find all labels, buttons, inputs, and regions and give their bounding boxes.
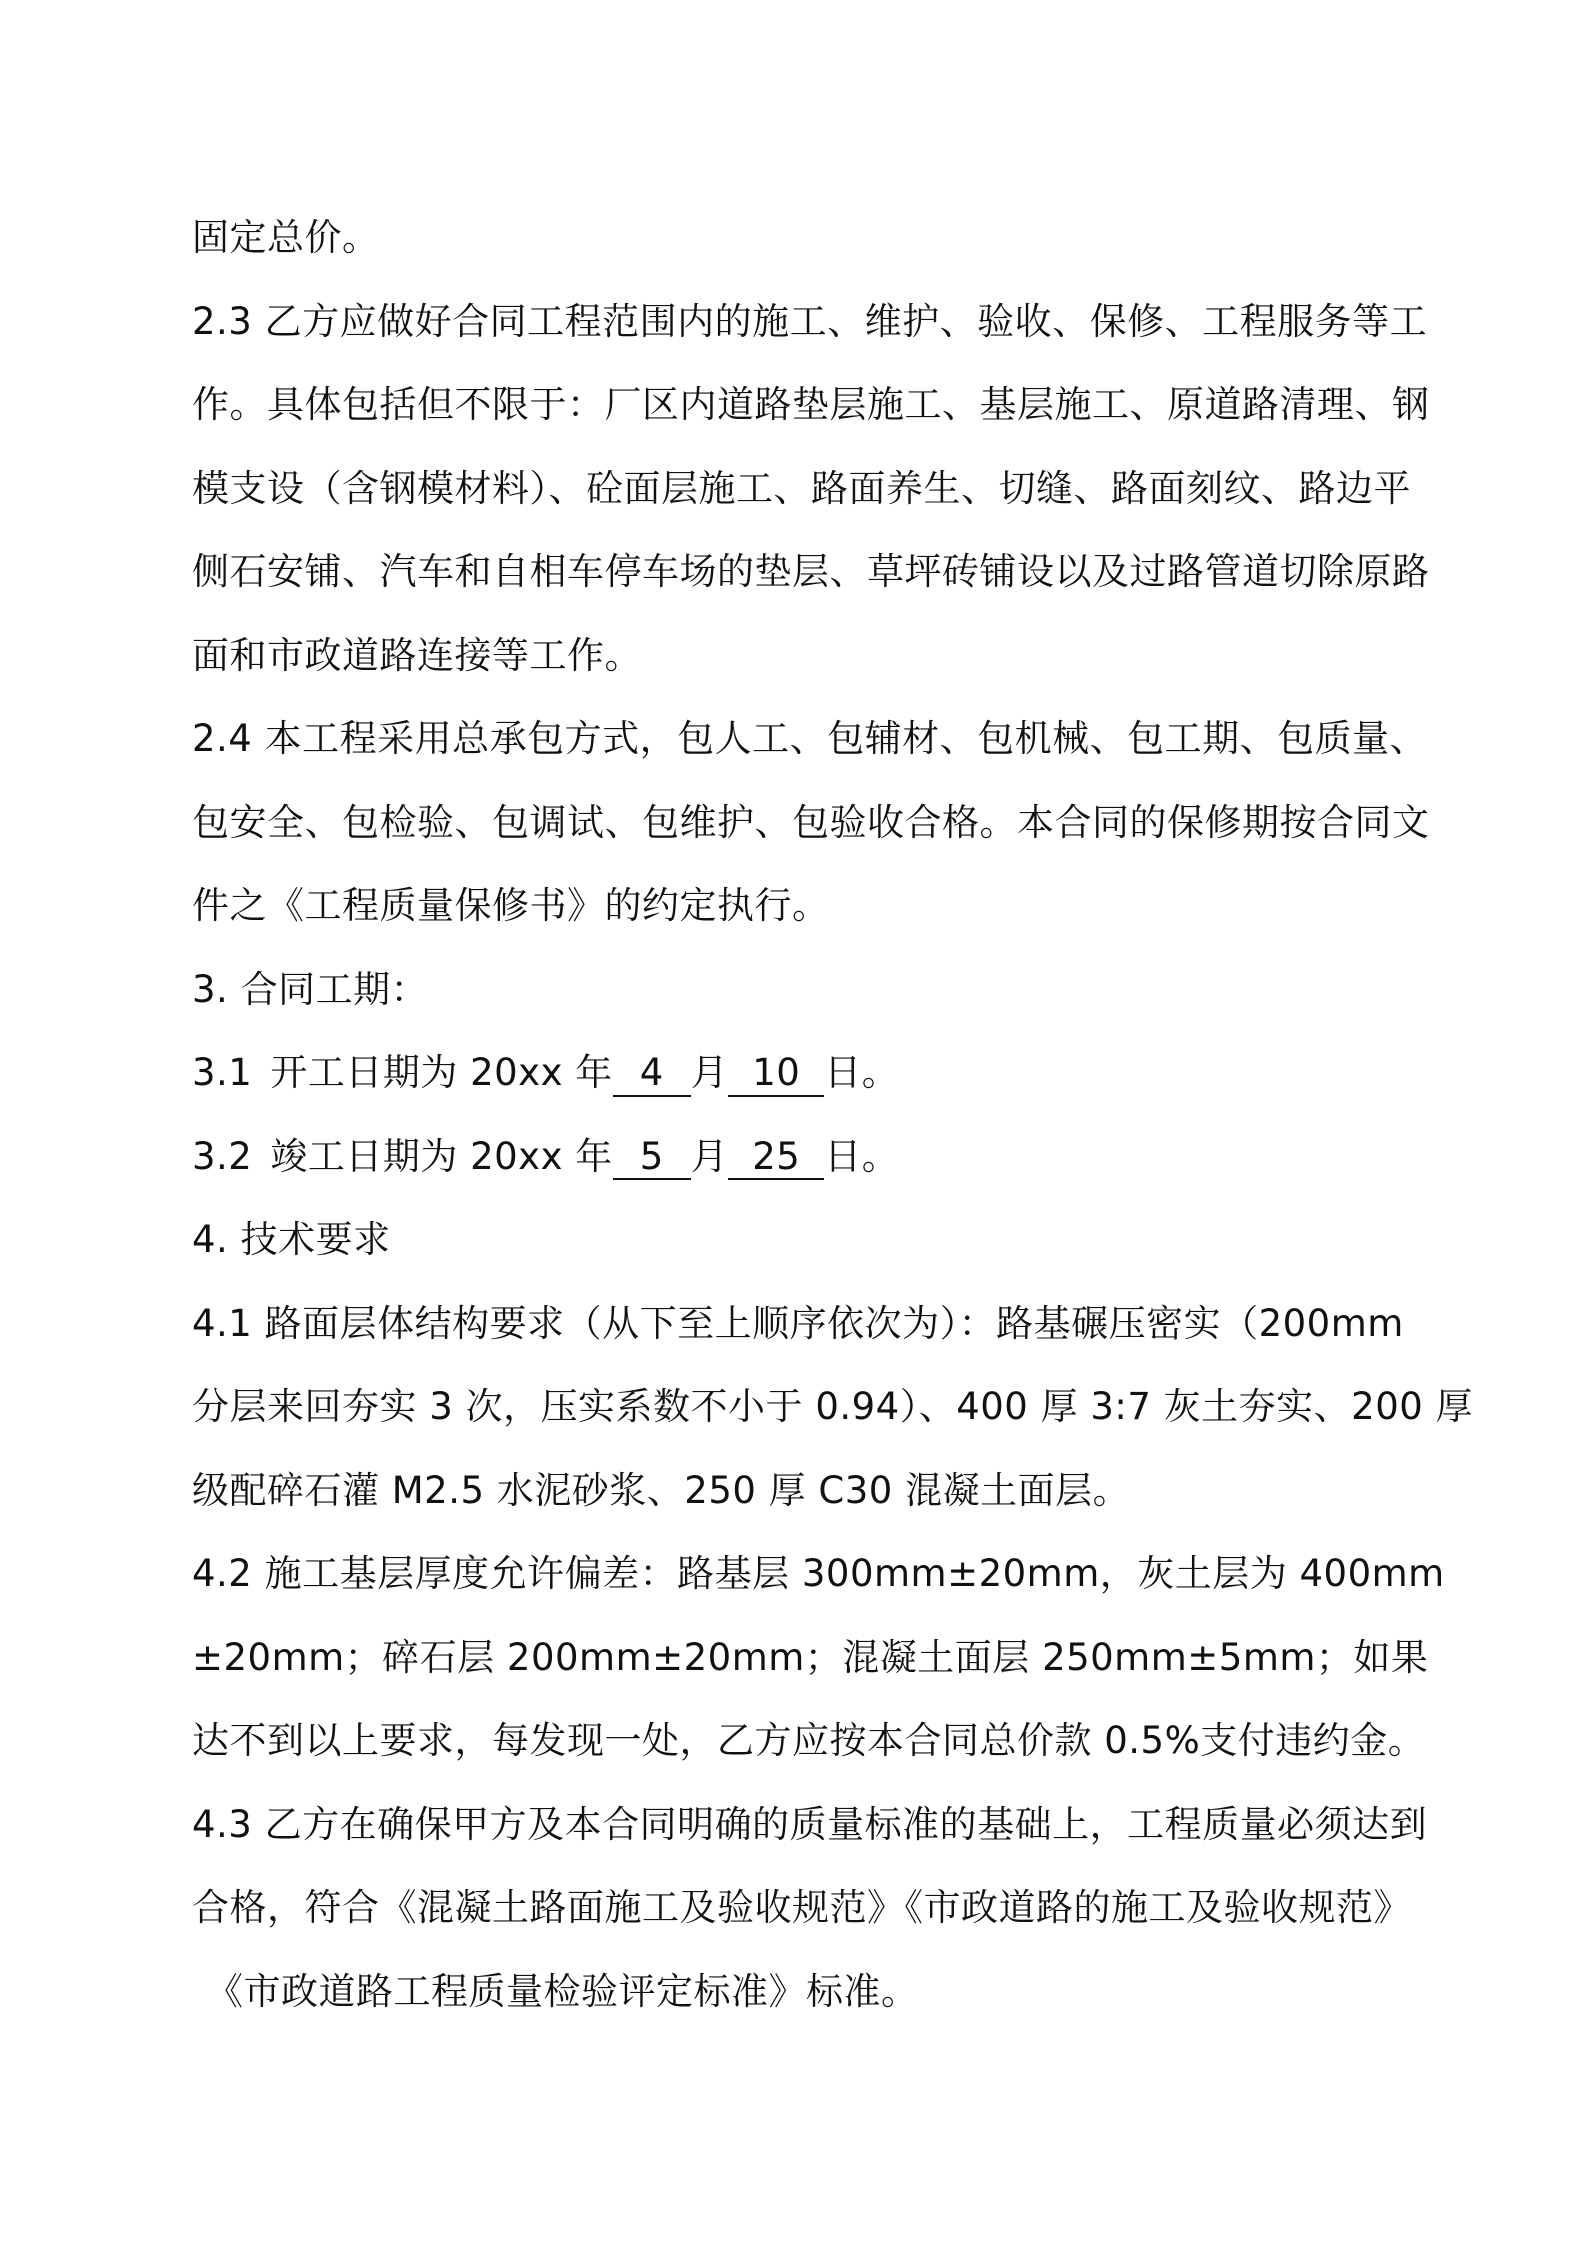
month-blank: 4: [613, 1052, 691, 1097]
section-4-heading: 4. 技术要求: [192, 1218, 391, 1261]
clause-3-2-end-date: [192, 1115, 1418, 1199]
clause-2-3-line-5: 面和市政道路连接等工作。: [192, 633, 642, 677]
day-blank: 25: [728, 1136, 824, 1181]
clause-number: 3.2: [192, 1134, 253, 1178]
clause-2-4-line-2: 包安全、包检验、包调试、包维护、包验收合格。本合同的保修期按合同文: [192, 800, 1430, 844]
clause-number: 3.1: [192, 1051, 253, 1094]
day-unit: 日。: [824, 1134, 900, 1178]
clause-4-1-line-3: 级配碎石灌 M2.5 水泥砂浆、250 厚 C30 混凝土面层。: [192, 1468, 1131, 1512]
clause-3-1-start-date: [192, 1031, 1418, 1115]
clause-2-3-line-3: 模支设（含钢模材料）、砼面层施工、路面养生、切缝、路面刻纹、路边平: [192, 466, 1411, 510]
month-blank: 5: [613, 1136, 691, 1181]
clause-4-2-line-1: 4.2 施工基层厚度允许偏差：路基层 300mm±20mm，灰土层为 400mm: [192, 1552, 1445, 1595]
month-unit: 月: [690, 1051, 729, 1094]
clause-4-1-line-2: 分层来回夯实 3 次，压实系数不小于 0.94）、400 厚 3:7 灰土夯实、200 厚: [192, 1385, 1474, 1428]
month-unit: 月: [690, 1134, 729, 1178]
clause-4-3-line-2: 合格，符合《混凝土路面施工及验收规范》《市政道路的施工及验收规范》: [192, 1886, 1411, 1929]
clause-2-4-line-3: 件之《工程质量保修书》的约定执行。: [192, 884, 830, 927]
text-line: 固定总价。: [192, 216, 380, 259]
clause-2-3-line-2: 作。具体包括但不限于：厂区内道路垫层施工、基层施工、原道路清理、钢: [192, 383, 1430, 426]
clause-4-3-line-3: 《市政道路工程质量检验评定标准》标准。: [206, 1969, 919, 2013]
day-unit: 日。: [824, 1051, 900, 1094]
section-3-heading: 3. 合同工期：: [192, 967, 429, 1011]
clause-4-2-line-3: 达不到以上要求，每发现一处，乙方应按本合同总价款 0.5%支付违约金。: [192, 1719, 1426, 1762]
clause-4-1-line-1: 4.1 路面层体结构要求（从下至上顺序依次为）：路基碾压密实（200mm: [192, 1301, 1404, 1345]
date-label: 竣工日期为 20xx 年: [270, 1134, 613, 1178]
contract-page: [192, 196, 1474, 2033]
date-label: 开工日期为 20xx 年: [270, 1051, 613, 1094]
clause-4-2-line-2: ±20mm；碎石层 200mm±20mm；混凝土面层 250mm±5mm；如果: [192, 1635, 1429, 1679]
clause-2-3-line-1: 2.3 乙方应做好合同工程范围内的施工、维护、验收、保修、工程服务等工: [192, 299, 1428, 343]
clause-4-3-line-1: 4.3 乙方在确保甲方及本合同明确的质量标准的基础上，工程质量必须达到: [192, 1802, 1428, 1846]
clause-2-3-line-4: 侧石安铺、汽车和自相车停车场的垫层、草坪砖铺设以及过路管道切除原路: [192, 550, 1430, 593]
clause-2-4-line-1: 2.4 本工程采用总承包方式，包人工、包辅材、包机械、包工期、包质量、: [192, 717, 1428, 760]
day-blank: 10: [728, 1052, 824, 1097]
